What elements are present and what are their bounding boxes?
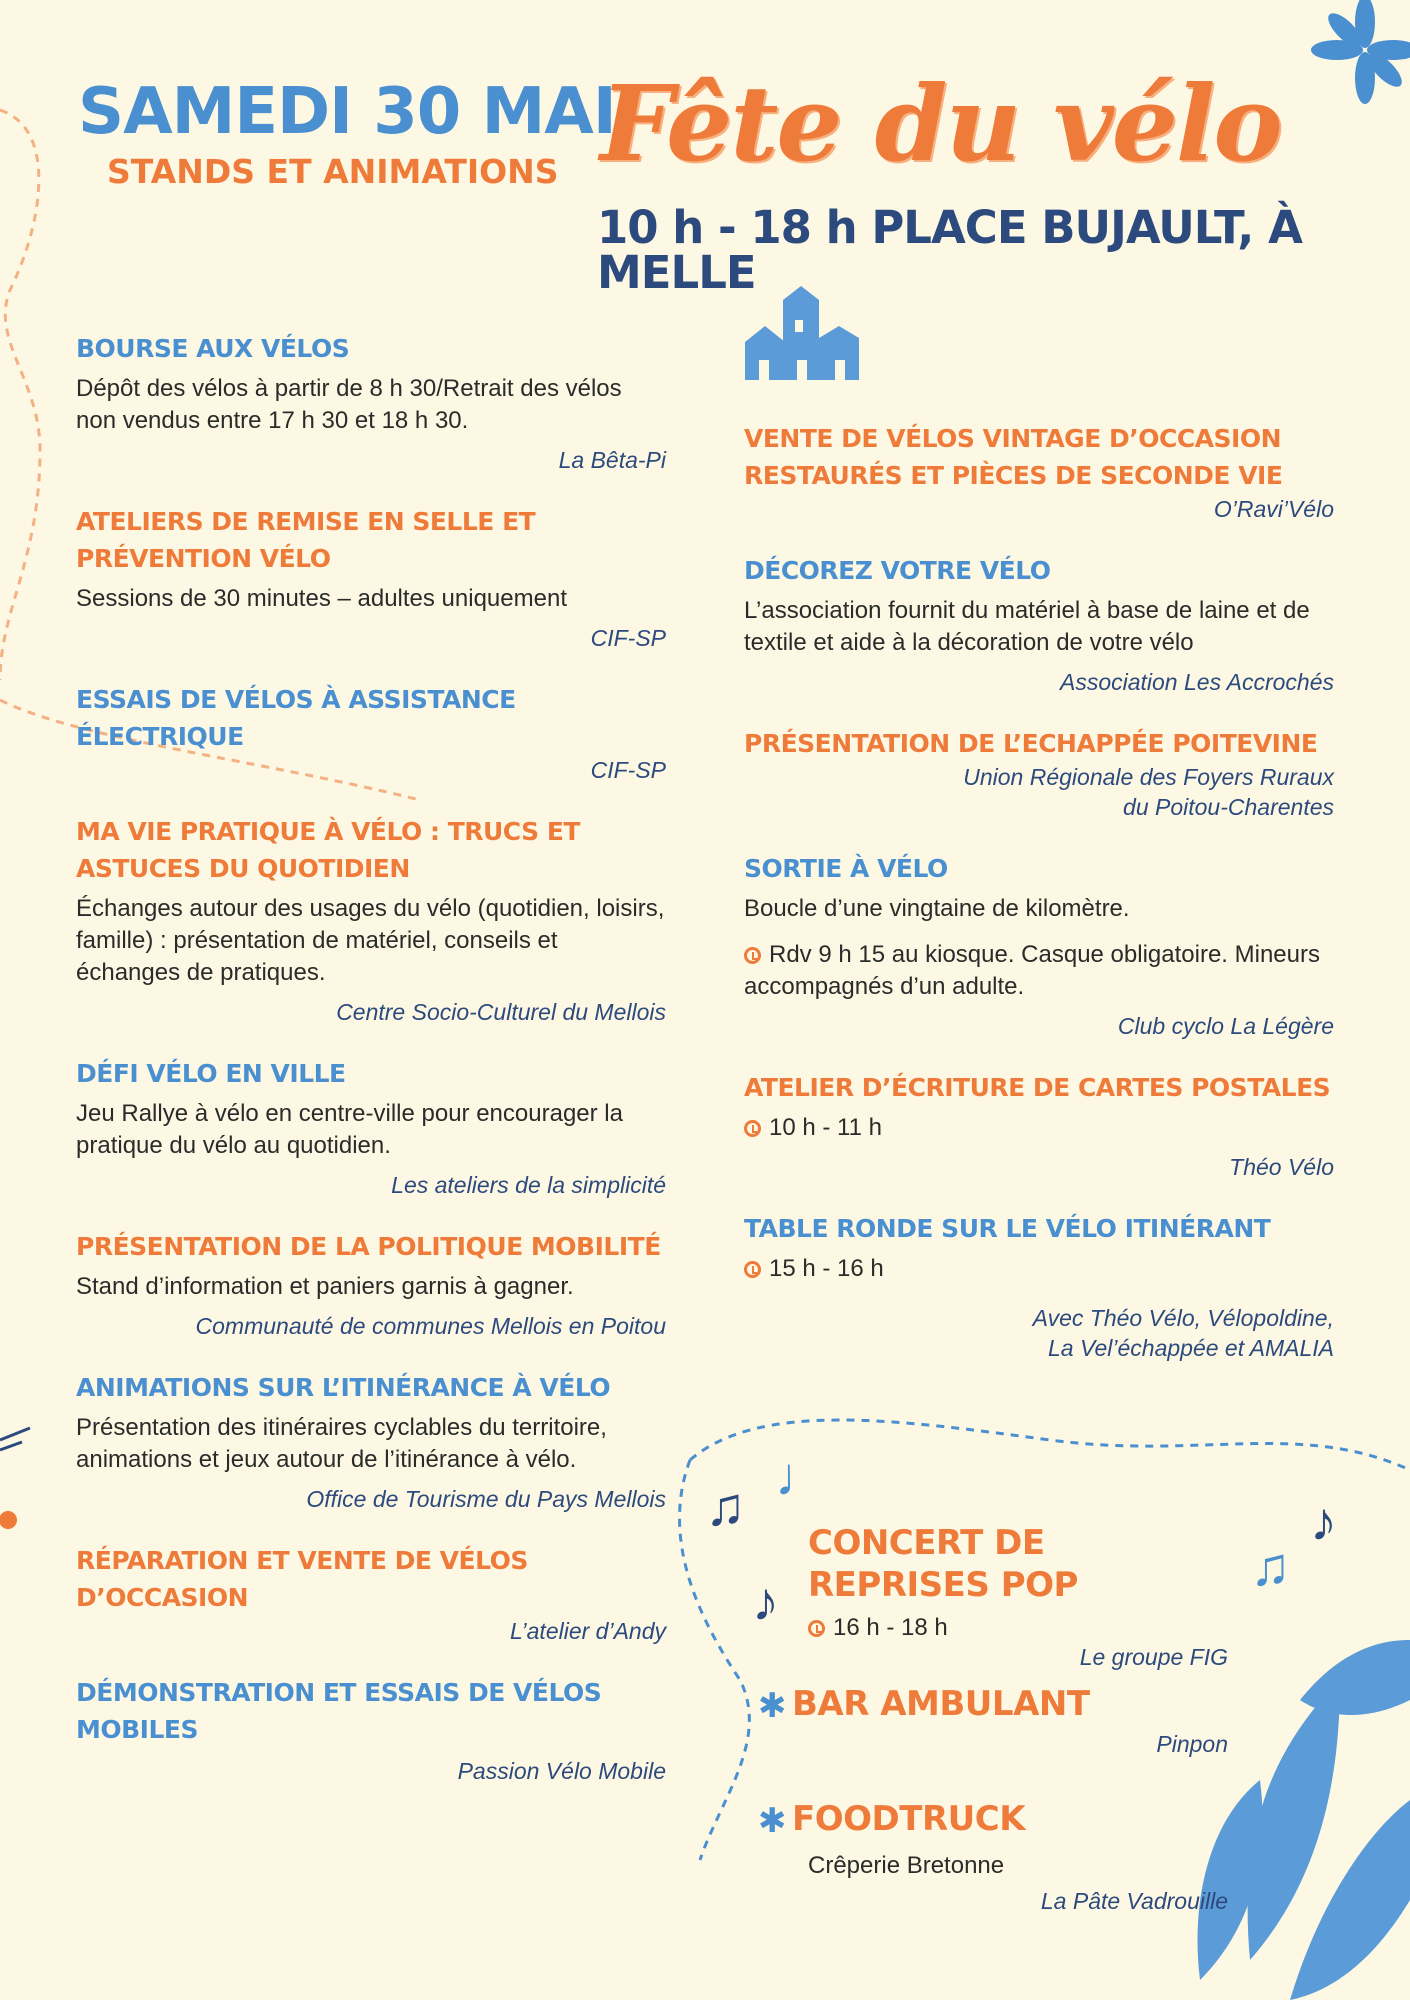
event-politique [76,1228,666,1341]
leaf-decor-icon [1198,1640,1410,2000]
page-title: Fête du vélo [600,62,1281,185]
asterisk-icon: ✱ [758,1686,786,1726]
event-time-text: 16 h - 18 h [833,1614,948,1641]
event-desc: Crêperie Bretonne [808,1852,1005,1879]
music-note-icon: ♫ [1250,1537,1291,1597]
event-org: L’atelier d’Andy [510,1618,666,1644]
event-org: Centre Socio-Culturel du Mellois [336,999,666,1025]
event-org: Théo Vélo [1229,1154,1334,1180]
event-org: O’Ravi’Vélo [1213,496,1334,522]
event-defi [76,1055,666,1200]
event-org: Office de Tourisme du Pays Mellois [306,1486,666,1512]
clock-icon [744,1261,761,1278]
event-org: Club cyclo La Légère [1117,1013,1334,1039]
event-org: CIF-SP [590,625,666,651]
clock-icon [744,1120,761,1137]
event-desc: Présentation des itinéraires cyclables du territoire, animations et jeux autour de l’itinérance à vélo. [76,1414,607,1473]
event-sortie [744,850,1334,1041]
event-org: Passion Vélo Mobile [457,1758,666,1784]
music-note-icon: ♫ [705,1477,746,1537]
event-title: PRÉSENTATION DE LA POLITIQUE MOBILITÉ [76,1232,661,1261]
event-title-text: FOODTRUCK [792,1799,1026,1839]
event-time [744,1112,1334,1144]
event-desc: Dépôt des vélos à partir de 8 h 30/Retrait des vélos non vendus entre 17 h 30 et 18 h 30. [76,375,622,434]
event-decorez [744,552,1334,697]
event-title: ANIMATIONS SUR L’ITINÉRANCE À VÉLO [76,1373,611,1402]
star-decor-icon [1311,0,1410,104]
event-title: PRÉSENTATION DE L’ECHAPPÉE POITEVINE [744,729,1318,758]
event-desc: Échanges autour des usages du vélo (quotidien, loisirs, famille) : présentation de matériel, conseils et échanges de pratiques. [76,895,665,986]
event-org: Pinpon [1156,1731,1228,1757]
clock-icon [808,1620,825,1637]
event-title: CONCERT DE REPRISES POP [808,1523,1078,1605]
header-date: SAMEDI 30 MAI [78,75,616,149]
event-desc: Sessions de 30 minutes – adultes uniquement [76,585,567,612]
event-echappee [744,725,1334,822]
event-org: Avec Théo Vélo, Vélopoldine, [1032,1305,1334,1331]
header-place: 10 h - 18 h PLACE BUJAULT, À MELLE [597,201,1302,299]
village-icon [745,286,859,380]
event-title [758,1798,1228,1842]
bar-section [758,1683,1228,1758]
event-title: BOURSE AUX VÉLOS [76,334,350,363]
event-title: TABLE RONDE SUR LE VÉLO ITINÉRANT [744,1214,1271,1243]
header-subtitle: STANDS ET ANIMATIONS [107,152,559,191]
event-desc: L’association fournit du matériel à base de laine et de textile et aide à la décoration de votre vélo [744,597,1310,656]
concert-section [808,1522,1228,1671]
event-org: La Bêta-Pi [558,447,666,473]
event-time [808,1612,1228,1644]
event-org: Le groupe FIG [1079,1644,1228,1670]
event-title: MA VIE PRATIQUE À VÉLO : TRUCS ET ASTUCES DU QUOTIDIEN [76,817,580,883]
event-desc: Jeu Rallye à vélo en centre-ville pour encourager la pratique du vélo au quotidien. [76,1100,623,1159]
right-column [744,420,1334,1391]
event-title: DÉCOREZ VOTRE VÉLO [744,556,1051,585]
event-ateliers [76,503,666,653]
event-reparation [76,1542,666,1646]
event-org: Les ateliers de la simplicité [391,1172,666,1198]
asterisk-icon: ✱ [758,1801,786,1841]
event-title: ATELIERS DE REMISE EN SELLE ET PRÉVENTION VÉLO [76,507,536,573]
event-org: Union Régionale des Foyers Ruraux [963,764,1334,790]
event-vintage [744,420,1334,524]
clock-icon [744,947,761,964]
event-desc: Boucle d’une vingtaine de kilomètre. [744,895,1130,922]
event-time [744,1253,1334,1285]
event-time [744,939,1334,1003]
music-note-icon: ♩ [775,1447,829,1507]
food-section [758,1798,1228,1915]
event-time-text: 10 h - 11 h [769,1114,882,1141]
event-title-text: BAR AMBULANT [792,1684,1090,1724]
event-title: SORTIE À VÉLO [744,854,948,883]
event-essais-vae [76,681,666,785]
event-org: Communauté de communes Mellois en Poitou [195,1313,666,1339]
music-note-icon: ♪ [1310,1492,1337,1552]
event-title: VENTE DE VÉLOS VINTAGE D’OCCASION RESTAURÉS ET PIÈCES DE SECONDE VIE [744,424,1283,490]
music-note-icon: ♪ [752,1572,779,1632]
event-org: La Pâte Vadrouille [1040,1888,1228,1914]
left-column [76,330,666,1814]
dashed-line-left [0,110,40,680]
event-cartes-postales [744,1069,1334,1182]
event-title: ESSAIS DE VÉLOS À ASSISTANCE ÉLECTRIQUE [76,685,516,751]
event-time-text: Rdv 9 h 15 au kiosque. Casque obligatoire. Mineurs accompagnés d’un adulte. [744,941,1320,1000]
event-itinerance [76,1369,666,1514]
event-org: CIF-SP [590,757,666,783]
event-org: La Vel’échappée et AMALIA [1048,1335,1334,1361]
event-title: ATELIER D’ÉCRITURE DE CARTES POSTALES [744,1073,1331,1102]
event-title: DÉFI VÉLO EN VILLE [76,1059,346,1088]
event-title [758,1683,1228,1727]
event-org: Association Les Accrochés [1059,669,1334,695]
event-org: du Poitou-Charentes [1123,794,1334,820]
event-title: DÉMONSTRATION ET ESSAIS DE VÉLOS MOBILES [76,1678,602,1744]
event-vie-pratique [76,813,666,1027]
event-desc: Stand d’information et paniers garnis à gagner. [76,1273,574,1300]
event-time-text: 15 h - 16 h [769,1255,884,1282]
event-title: RÉPARATION ET VENTE DE VÉLOS D’OCCASION [76,1546,528,1612]
event-demonstration [76,1674,666,1786]
event-table-ronde [744,1210,1334,1363]
event-bourse [76,330,666,475]
